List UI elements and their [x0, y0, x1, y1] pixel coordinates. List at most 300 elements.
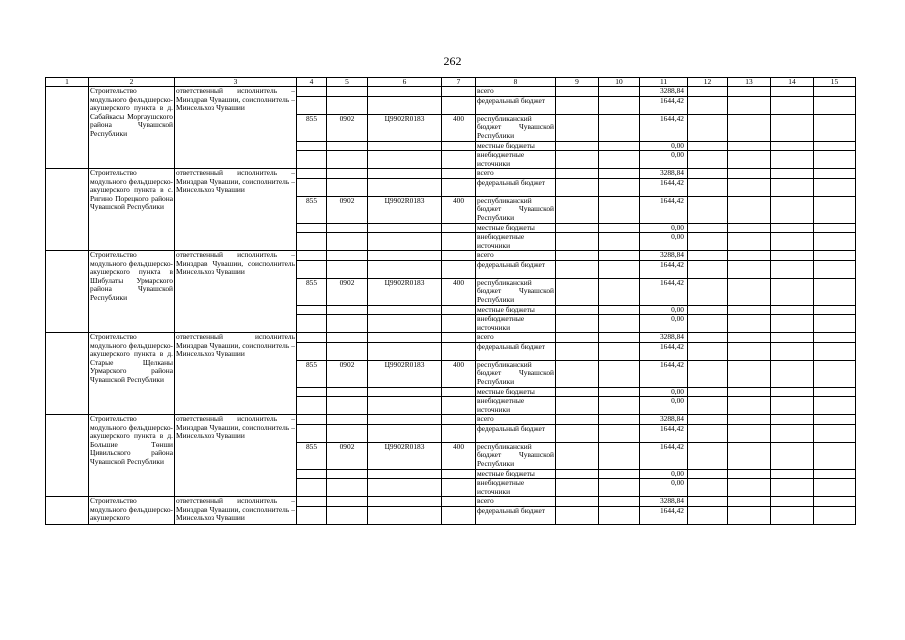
empty-cell [771, 223, 814, 233]
funding-source: всего [476, 333, 556, 343]
page-number: 262 [443, 54, 462, 68]
executor: ответственный исполнитель Минздрав Чувашии, соисполнитель – Минсельхоз Чувашии [175, 333, 297, 415]
empty-cell [556, 397, 599, 415]
column-number: 1 [46, 78, 89, 87]
funding-source: федеральный бюджет [476, 96, 556, 114]
empty-cell [556, 114, 599, 141]
csr-code [368, 506, 442, 524]
empty-cell [688, 342, 728, 360]
funding-source: федеральный бюджет [476, 178, 556, 196]
empty-cell [728, 305, 771, 315]
empty-cell [728, 169, 771, 179]
empty-cell [688, 469, 728, 479]
empty-cell [814, 260, 856, 278]
empty-cell [556, 251, 599, 261]
rz-code [327, 87, 368, 97]
vr-code [442, 169, 476, 179]
funding-source: республиканский бюджет Чувашской Республики [477, 196, 554, 222]
funding-source: республиканский бюджет Чувашской Республики [477, 442, 554, 468]
csr-code [368, 387, 442, 397]
empty-cell [728, 397, 771, 415]
vr-code [442, 342, 476, 360]
empty-cell [814, 360, 856, 387]
empty-cell [771, 278, 814, 305]
empty-cell [814, 223, 856, 233]
csr-code: Ц9902R0183 [368, 442, 442, 469]
empty-cell [599, 497, 640, 507]
column-number: 3 [175, 78, 297, 87]
empty-cell [556, 151, 599, 169]
empty-cell [728, 96, 771, 114]
amount-value: 0,00 [640, 233, 688, 251]
empty-cell [688, 114, 728, 141]
empty-cell [771, 196, 814, 223]
col1-cell [46, 251, 89, 333]
empty-cell [728, 315, 771, 333]
grbs-code [297, 497, 327, 507]
rz-code: 0902 [327, 442, 368, 469]
empty-cell [771, 233, 814, 251]
empty-cell [728, 342, 771, 360]
grbs-code: 855 [297, 360, 327, 387]
empty-cell [599, 114, 640, 141]
grbs-code [297, 397, 327, 415]
csr-code [368, 469, 442, 479]
amount-value: 3288,84 [640, 251, 688, 261]
empty-cell [728, 251, 771, 261]
amount-value: 3288,84 [640, 497, 688, 507]
empty-cell [771, 333, 814, 343]
funding-source: федеральный бюджет [476, 260, 556, 278]
amount-value: 1644,42 [640, 360, 688, 387]
vr-code [442, 260, 476, 278]
column-number: 7 [442, 78, 476, 87]
csr-code [368, 424, 442, 442]
vr-code [442, 424, 476, 442]
col1-cell [46, 333, 89, 415]
empty-cell [599, 251, 640, 261]
empty-cell [728, 278, 771, 305]
table-row [46, 87, 856, 97]
csr-code [368, 141, 442, 151]
empty-cell [771, 305, 814, 315]
amount-value: 3288,84 [640, 333, 688, 343]
empty-cell [556, 469, 599, 479]
funding-source: всего [476, 415, 556, 425]
empty-cell [599, 360, 640, 387]
vr-code: 400 [442, 442, 476, 469]
empty-cell [728, 233, 771, 251]
empty-cell [771, 251, 814, 261]
vr-code [442, 151, 476, 169]
empty-cell [688, 251, 728, 261]
empty-cell [688, 141, 728, 151]
executor: ответственный исполнитель – Минздрав Чувашии, соисполнитель – Минсельхоз Чувашии [176, 496, 295, 522]
empty-cell [688, 387, 728, 397]
empty-cell [728, 178, 771, 196]
funding-source: внебюджетные источники [476, 151, 556, 169]
empty-cell [728, 333, 771, 343]
grbs-code [297, 424, 327, 442]
empty-cell [814, 305, 856, 315]
empty-cell [688, 360, 728, 387]
empty-cell [556, 360, 599, 387]
empty-cell [688, 479, 728, 497]
amount-value: 1644,42 [640, 506, 688, 524]
activity-name: Строительство модульного фельдшерско-акушерского пункта в Шибулаты Урмарского района Чувашской Республики [89, 251, 175, 333]
csr-code [368, 87, 442, 97]
empty-cell [688, 260, 728, 278]
grbs-code [297, 479, 327, 497]
rz-code [327, 315, 368, 333]
csr-code [368, 169, 442, 179]
vr-code [442, 141, 476, 151]
empty-cell [688, 96, 728, 114]
empty-cell [599, 169, 640, 179]
rz-code [327, 506, 368, 524]
empty-cell [599, 151, 640, 169]
executor: ответственный исполнитель – Минздрав Чувашии, соисполнитель – Минсельхоз Чувашии [175, 87, 297, 169]
amount-value: 3288,84 [640, 87, 688, 97]
amount-value: 0,00 [640, 141, 688, 151]
csr-code [368, 151, 442, 169]
empty-cell [688, 87, 728, 97]
empty-cell [556, 96, 599, 114]
empty-cell [556, 141, 599, 151]
activity-name: Строительство модульного фельдшерско-акушерского пункта в д. Большие Төнши Цивильского района Чувашской Республики [89, 415, 175, 497]
column-number: 15 [814, 78, 856, 87]
funding-source: местные бюджеты [476, 223, 556, 233]
empty-cell [556, 233, 599, 251]
empty-cell [556, 87, 599, 97]
vr-code: 400 [442, 196, 476, 223]
empty-cell [556, 497, 599, 507]
rz-code [327, 387, 368, 397]
funding-source: местные бюджеты [476, 469, 556, 479]
empty-cell [599, 305, 640, 315]
empty-cell [814, 424, 856, 442]
vr-code [442, 415, 476, 425]
empty-cell [599, 506, 640, 524]
empty-cell [688, 415, 728, 425]
grbs-code: 855 [297, 442, 327, 469]
vr-code [442, 397, 476, 415]
empty-cell [771, 96, 814, 114]
empty-cell [771, 87, 814, 97]
column-number: 9 [556, 78, 599, 87]
empty-cell [688, 151, 728, 169]
amount-value: 1644,42 [640, 278, 688, 305]
empty-cell [814, 469, 856, 479]
grbs-code [297, 233, 327, 251]
grbs-code [297, 251, 327, 261]
empty-cell [556, 506, 599, 524]
rz-code [327, 497, 368, 507]
empty-cell [728, 442, 771, 469]
vr-code [442, 315, 476, 333]
empty-cell [771, 169, 814, 179]
empty-cell [814, 333, 856, 343]
vr-code [442, 479, 476, 497]
grbs-code [297, 151, 327, 169]
column-number: 6 [368, 78, 442, 87]
empty-cell [814, 196, 856, 223]
empty-cell [771, 442, 814, 469]
csr-code [368, 315, 442, 333]
csr-code [368, 415, 442, 425]
empty-cell [688, 169, 728, 179]
csr-code [368, 497, 442, 507]
empty-cell [771, 260, 814, 278]
rz-code: 0902 [327, 360, 368, 387]
empty-cell [728, 196, 771, 223]
empty-cell [599, 479, 640, 497]
table-row [46, 251, 856, 261]
grbs-code [297, 260, 327, 278]
csr-code: Ц9902R0183 [368, 278, 442, 305]
empty-cell [814, 506, 856, 524]
empty-cell [728, 415, 771, 425]
empty-cell [771, 424, 814, 442]
empty-cell [814, 397, 856, 415]
grbs-code [297, 141, 327, 151]
rz-code [327, 469, 368, 479]
vr-code: 400 [442, 278, 476, 305]
amount-value: 0,00 [640, 387, 688, 397]
amount-value: 0,00 [640, 397, 688, 415]
column-number: 14 [771, 78, 814, 87]
grbs-code [297, 387, 327, 397]
empty-cell [728, 497, 771, 507]
empty-cell [599, 469, 640, 479]
activity-name: Строительство модульного фельдшерско-акушерского пункта в д. Старые Щелканы Урмарского района Чувашской Республики [89, 333, 175, 415]
empty-cell [556, 278, 599, 305]
grbs-code [297, 506, 327, 524]
empty-cell [814, 415, 856, 425]
csr-code: Ц9902R0183 [368, 360, 442, 387]
rz-code: 0902 [327, 278, 368, 305]
amount-value: 0,00 [640, 151, 688, 169]
amount-value: 0,00 [640, 479, 688, 497]
grbs-code: 855 [297, 196, 327, 223]
vr-code [442, 497, 476, 507]
empty-cell [771, 178, 814, 196]
empty-cell [771, 360, 814, 387]
empty-cell [556, 479, 599, 497]
csr-code [368, 342, 442, 360]
rz-code [327, 233, 368, 251]
empty-cell [556, 315, 599, 333]
amount-value: 0,00 [640, 469, 688, 479]
vr-code [442, 223, 476, 233]
empty-cell [599, 178, 640, 196]
empty-cell [599, 315, 640, 333]
column-number: 5 [327, 78, 368, 87]
empty-cell [599, 196, 640, 223]
empty-cell [599, 397, 640, 415]
empty-cell [688, 333, 728, 343]
csr-code: Ц9902R0183 [368, 114, 442, 141]
empty-cell [599, 342, 640, 360]
amount-value: 1644,42 [640, 424, 688, 442]
funding-source: внебюджетные источники [476, 315, 556, 333]
rz-code [327, 342, 368, 360]
rz-code: 0902 [327, 114, 368, 141]
empty-cell [728, 360, 771, 387]
rz-code [327, 479, 368, 497]
empty-cell [814, 233, 856, 251]
empty-cell [771, 415, 814, 425]
column-number: 4 [297, 78, 327, 87]
csr-code [368, 333, 442, 343]
empty-cell [771, 114, 814, 141]
empty-cell [814, 387, 856, 397]
funding-source: всего [476, 497, 556, 507]
amount-value: 0,00 [640, 305, 688, 315]
funding-source: республиканский бюджет Чувашской Республики [477, 360, 554, 386]
empty-cell [814, 169, 856, 179]
empty-cell [688, 223, 728, 233]
column-number: 11 [640, 78, 688, 87]
empty-cell [814, 479, 856, 497]
csr-code [368, 479, 442, 497]
empty-cell [688, 196, 728, 223]
grbs-code [297, 469, 327, 479]
grbs-code [297, 169, 327, 179]
grbs-code [297, 223, 327, 233]
csr-code: Ц9902R0183 [368, 196, 442, 223]
amount-value: 1644,42 [640, 442, 688, 469]
executor: ответственный исполнитель – Минздрав Чувашии, соисполнитель – Минсельхоз Чувашии [175, 415, 297, 497]
empty-cell [556, 424, 599, 442]
activity-name: Строительство модульного фельдшерско-акушерского пункта в с. Ригино Порецкого района Чувашской Республики [89, 169, 175, 251]
empty-cell [556, 223, 599, 233]
rz-code: 0902 [327, 196, 368, 223]
empty-cell [728, 223, 771, 233]
column-number: 10 [599, 78, 640, 87]
empty-cell [814, 251, 856, 261]
empty-cell [814, 342, 856, 360]
csr-code [368, 233, 442, 251]
empty-cell [814, 315, 856, 333]
col1-cell [46, 415, 89, 497]
amount-value: 1644,42 [640, 178, 688, 196]
vr-code [442, 233, 476, 251]
empty-cell [771, 506, 814, 524]
empty-cell [771, 151, 814, 169]
vr-code: 400 [442, 360, 476, 387]
table-row [46, 497, 856, 507]
funding-source: всего [476, 87, 556, 97]
csr-code [368, 223, 442, 233]
empty-cell [814, 96, 856, 114]
empty-cell [599, 278, 640, 305]
empty-cell [556, 342, 599, 360]
funding-source: федеральный бюджет [476, 424, 556, 442]
empty-cell [688, 397, 728, 415]
rz-code [327, 251, 368, 261]
rz-code [327, 96, 368, 114]
grbs-code [297, 305, 327, 315]
empty-cell [771, 497, 814, 507]
empty-cell [688, 305, 728, 315]
empty-cell [728, 141, 771, 151]
activity-name: Строительство модульного фельдшерско-акушерского пункта в д. Сабайкасы Моргаушского района Чувашской Республики [89, 87, 175, 169]
empty-cell [728, 387, 771, 397]
funding-source: всего [476, 169, 556, 179]
table-row [46, 415, 856, 425]
vr-code [442, 506, 476, 524]
empty-cell [556, 305, 599, 315]
rz-code [327, 415, 368, 425]
empty-cell [556, 442, 599, 469]
empty-cell [556, 178, 599, 196]
empty-cell [728, 151, 771, 169]
grbs-code [297, 178, 327, 196]
empty-cell [688, 233, 728, 251]
vr-code [442, 251, 476, 261]
csr-code [368, 251, 442, 261]
empty-cell [599, 223, 640, 233]
empty-cell [599, 96, 640, 114]
empty-cell [771, 397, 814, 415]
grbs-code [297, 87, 327, 97]
empty-cell [688, 424, 728, 442]
rz-code [327, 223, 368, 233]
empty-cell [728, 114, 771, 141]
vr-code [442, 333, 476, 343]
vr-code: 400 [442, 114, 476, 141]
funding-source: республиканский бюджет Чувашской Республики [477, 114, 554, 140]
rz-code [327, 178, 368, 196]
amount-value: 0,00 [640, 223, 688, 233]
rz-code [327, 141, 368, 151]
budget-table [45, 77, 856, 525]
funding-source: местные бюджеты [476, 387, 556, 397]
empty-cell [688, 442, 728, 469]
grbs-code [297, 333, 327, 343]
empty-cell [814, 114, 856, 141]
empty-cell [599, 442, 640, 469]
empty-cell [599, 424, 640, 442]
empty-cell [728, 506, 771, 524]
empty-cell [771, 315, 814, 333]
executor: ответственный исполнитель – Минздрав Чувашии, соисполнитель Минсельхоз Чувашии [175, 251, 297, 333]
grbs-code [297, 96, 327, 114]
vr-code [442, 305, 476, 315]
empty-cell [771, 342, 814, 360]
funding-source: внебюджетные источники [476, 233, 556, 251]
funding-source: республиканский бюджет Чувашской Республики [477, 278, 554, 304]
empty-cell [688, 506, 728, 524]
empty-cell [814, 278, 856, 305]
column-number: 12 [688, 78, 728, 87]
funding-source: всего [476, 251, 556, 261]
csr-code [368, 397, 442, 415]
empty-cell [771, 387, 814, 397]
column-number: 13 [728, 78, 771, 87]
amount-value: 1644,42 [640, 96, 688, 114]
empty-cell [599, 141, 640, 151]
col1-cell [46, 497, 89, 525]
empty-cell [556, 415, 599, 425]
vr-code [442, 387, 476, 397]
amount-value: 1644,42 [640, 342, 688, 360]
funding-source: внебюджетные источники [476, 397, 556, 415]
vr-code [442, 178, 476, 196]
executor: ответственный исполнитель – Минздрав Чувашии, соисполнитель – Минсельхоз Чувашии [175, 169, 297, 251]
col1-cell [46, 169, 89, 251]
